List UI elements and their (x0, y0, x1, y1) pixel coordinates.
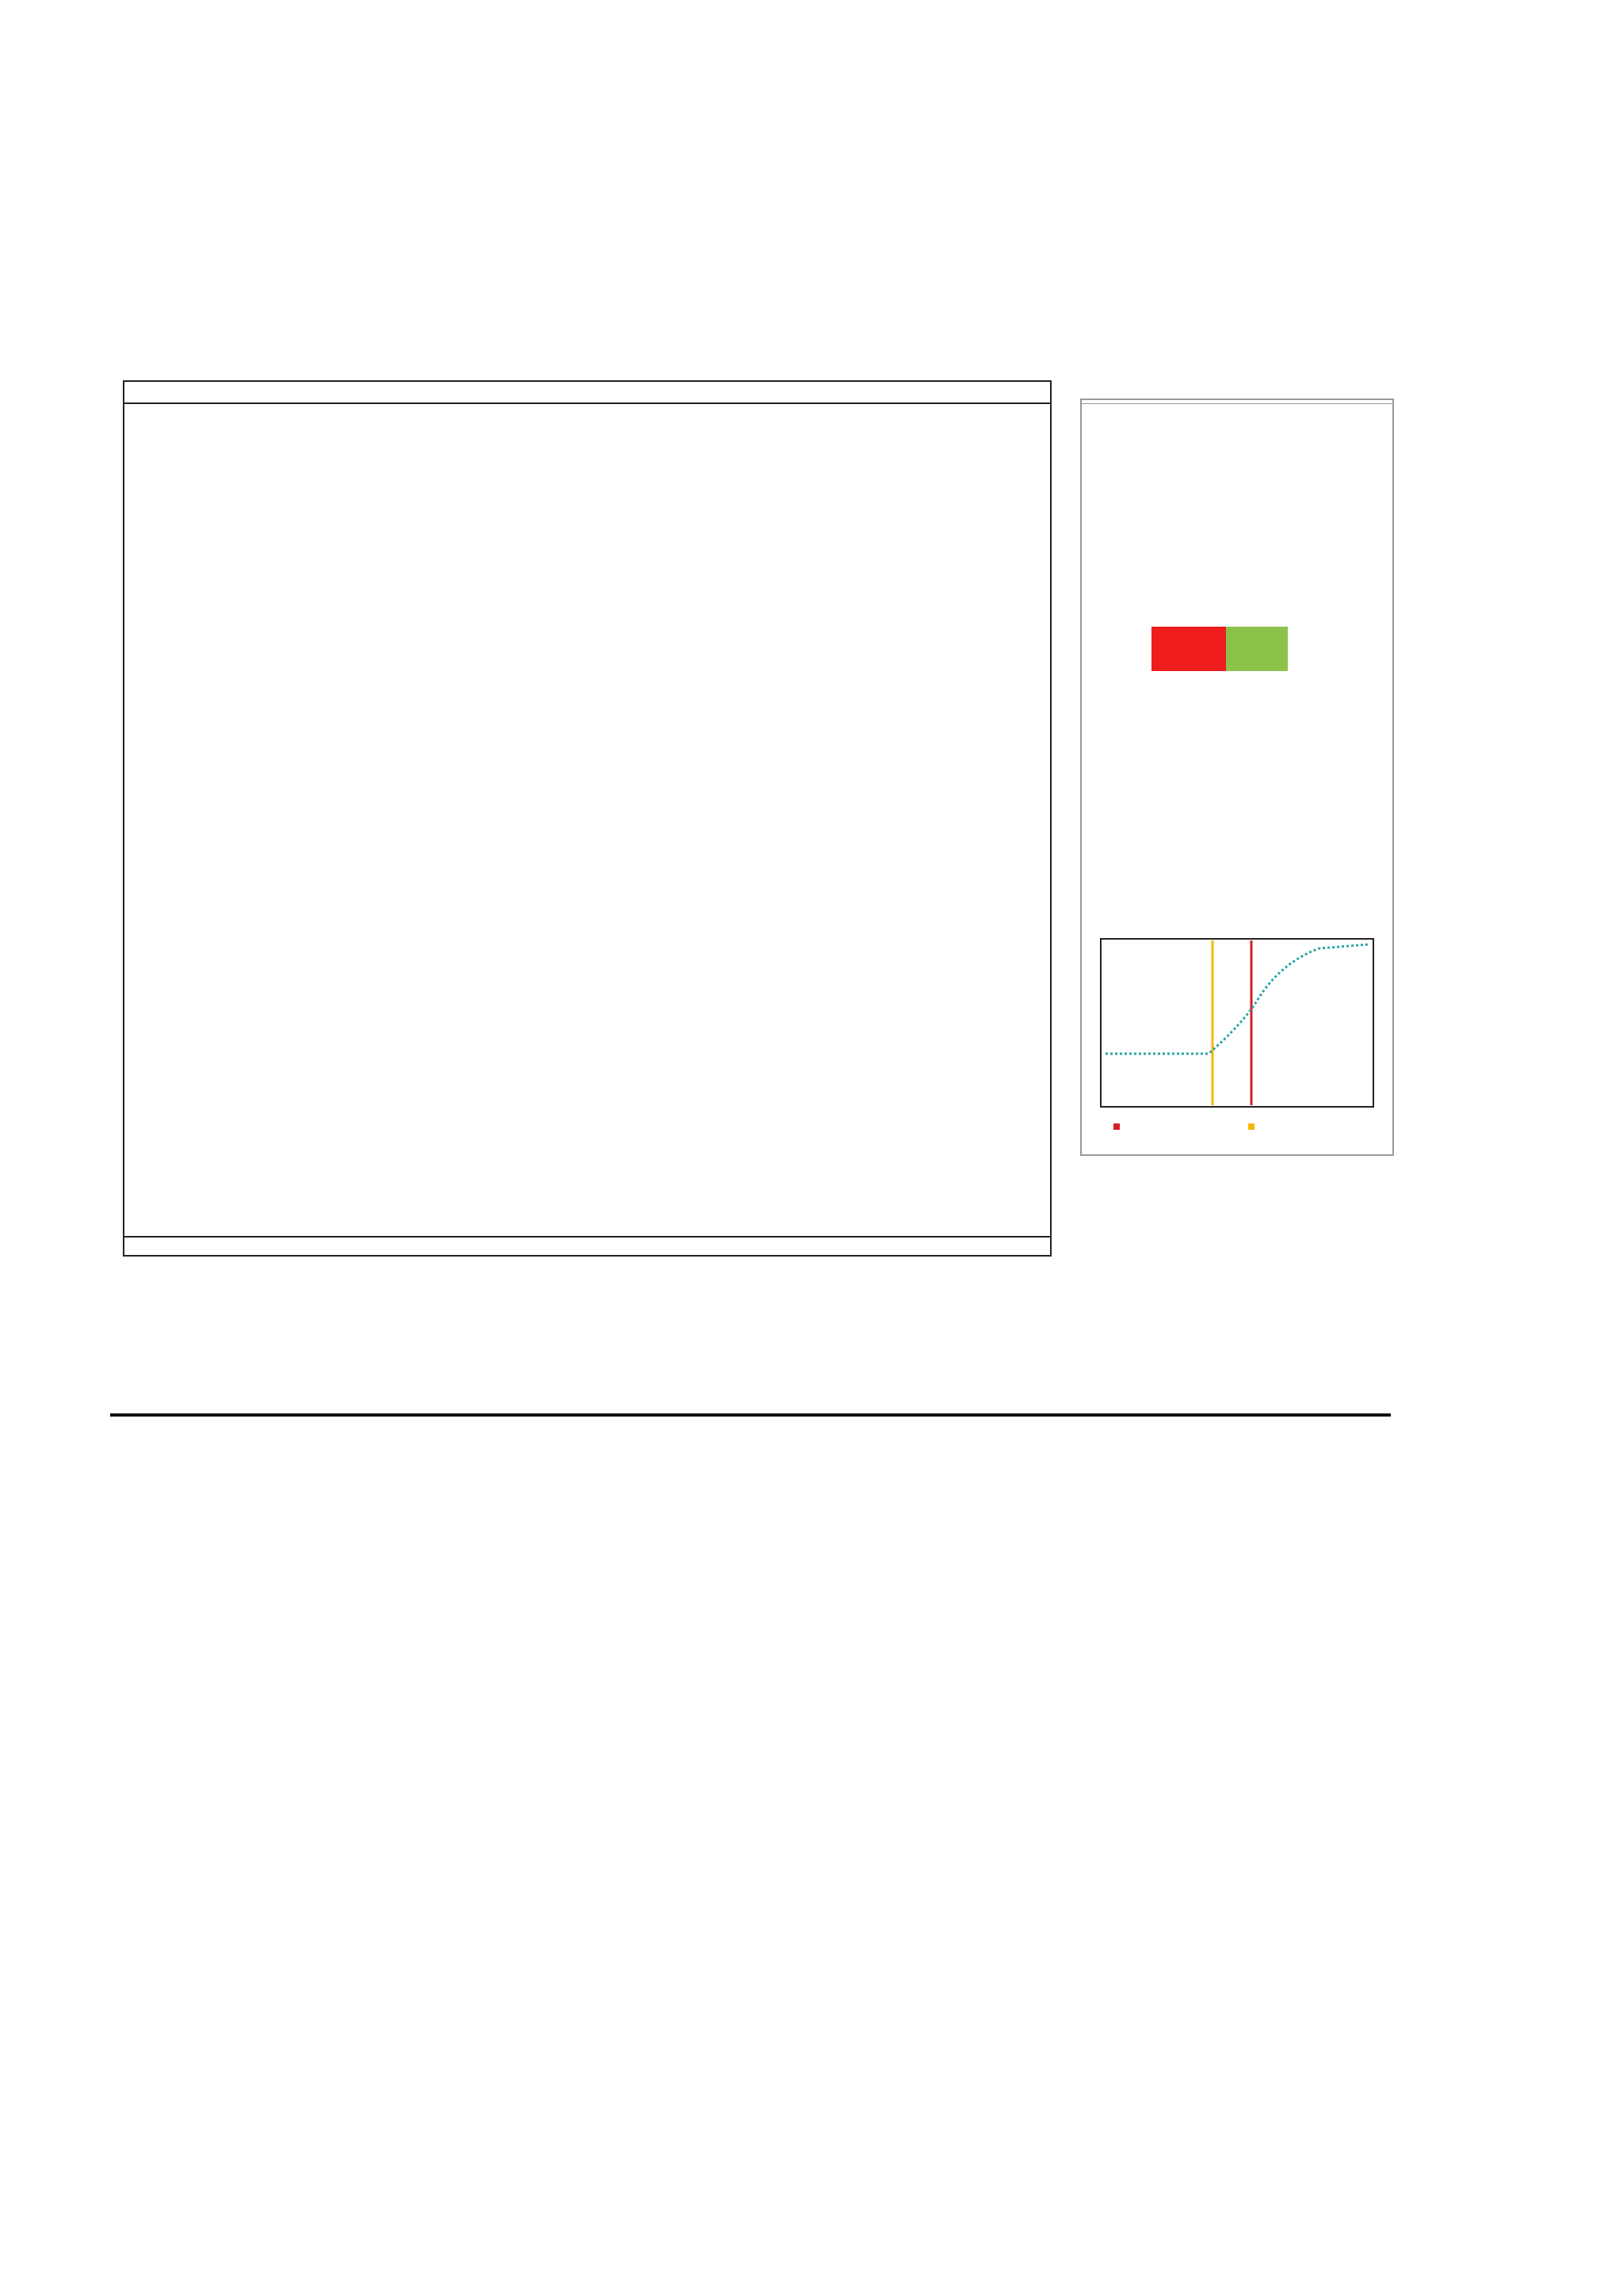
overall-complexity-panel (1080, 399, 1394, 1156)
complexity-dashboard (123, 380, 1052, 1257)
weighting-chart (1082, 400, 1396, 1161)
total-row (124, 1236, 1050, 1255)
header-description (225, 1414, 1390, 1416)
legend-estimated-swatch (1113, 1123, 1120, 1130)
complexity-s-curve (1106, 944, 1369, 1054)
complexity-curve-frame (1101, 939, 1373, 1107)
description-table (110, 1413, 1391, 1417)
dashboard-column-headers (124, 382, 1050, 404)
legend-average-swatch (1248, 1123, 1254, 1130)
header-number (111, 1414, 225, 1416)
